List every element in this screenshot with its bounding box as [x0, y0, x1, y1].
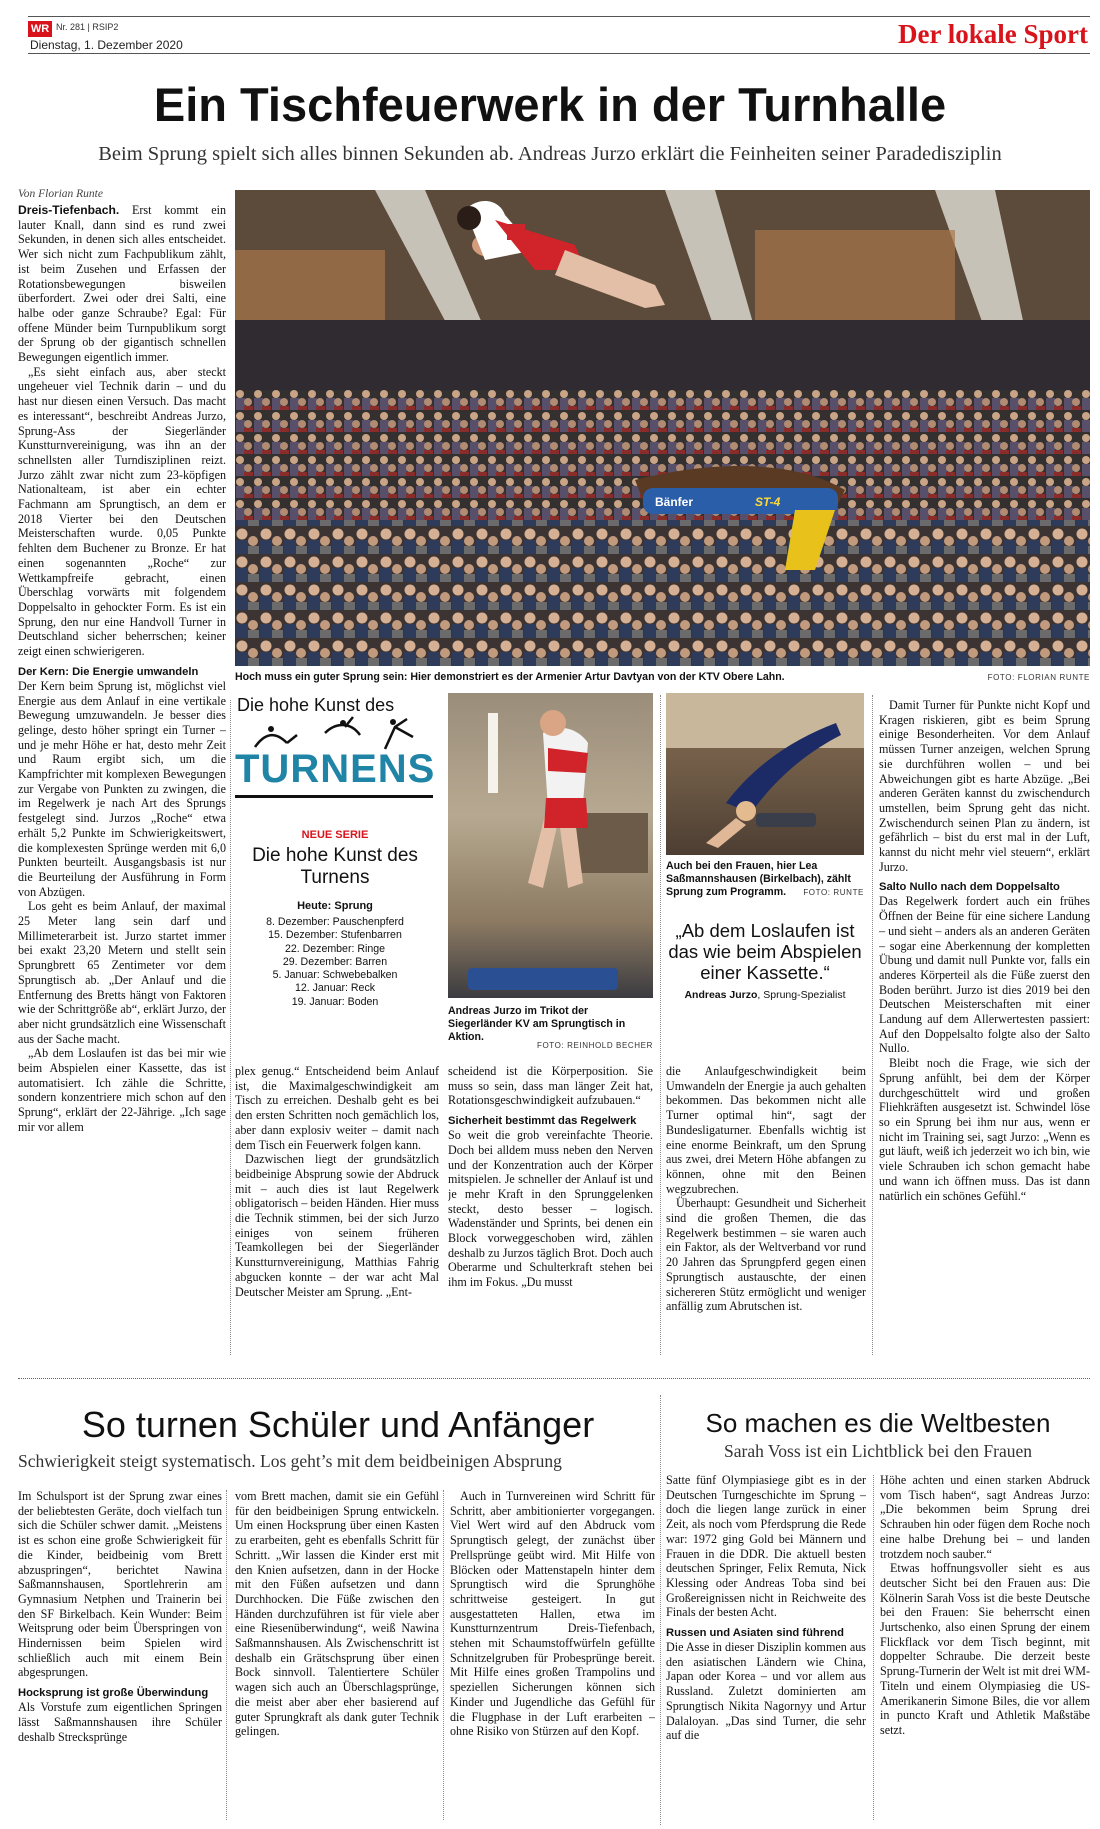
photo-jurzo-art: [448, 693, 653, 998]
pull-quote: [666, 920, 864, 1001]
quote-author-role: , Sprung-Spezialist: [757, 989, 846, 1001]
main-col-4: [666, 1064, 866, 1359]
column-rule: [226, 1490, 227, 1820]
paragraph: [18, 203, 226, 365]
dateline: Dreis-Tiefenbach.: [18, 203, 120, 217]
issue-date: Dienstag, 1. Dezember 2020: [30, 38, 183, 52]
paragraph: „Ab dem Loslaufen ist das bei mir wie beim Abspielen einer Kassette, das ist automatisiert. Ich zähle die Schritte, sondern konzentriere mich schon auf den Sprung“, erklärt der 22-Jährige. „Ich sage mir vor allem: [18, 1046, 226, 1134]
schedule-item: 19. Januar: Boden: [291, 995, 379, 1008]
main-headline: Ein Tischfeuerwerk in der Turnhalle: [153, 78, 947, 131]
subheading: Salto Nullo nach dem Doppelsalto: [879, 881, 1060, 894]
schedule-item: 29. Dezember: Barren: [282, 955, 388, 968]
subheading: Hocksprung ist große Überwindung: [18, 1687, 209, 1700]
paragraph: vom Brett machen, damit sie ein Gefühl für den beidbeinigen Sprung entwickeln. Um einen Hocksprung über einen Kasten zu erarbeiten, geht es ebenfalls Schritt für Schritt. „Wir lassen die Kinder erst mit den Knien aufsetzen, dann in der Hocke mit den Füßen aufsetzen und dann Durchhocken. Die Füße zwischen den Händen durchzuführen ist für viele aber eine Riesenüberwindung“, weiß Nawina Saßmannshausen. Als Zwischenschritt ist deshalb ein Grätschsprung über einen Bock sinnvoll. Talentiertere Schüler wagen sich auch an Überschlagsprünge, die meist aber aber eher basierend auf guter Sprungkraft als dank guter Technik gelingen.: [235, 1489, 439, 1739]
schedule-item: 15. Dezember: Stufenbarren: [268, 929, 402, 942]
paragraph: Damit Turner für Punkte nicht Kopf und Kragen riskieren, gibt es beim Sprung einige Besonderheiten. Vor dem Anlauf müssen Turner anzeigen, welchen Sprung sie durchführen wollen – und bei Abweichungen gibt es harte Abzüge. „Bei anderen Geräten kannst du zwischendurch umstellen, beim Sprung geht das nicht. Zwischendurch seinen Plan zu ändern, ist gefährlich – bist du erst mal in der Luft, kannst du nicht mehr viel steuern“, erklärt Jurzo.: [879, 698, 1090, 874]
main-col-1: [18, 203, 226, 1358]
column-rule: [443, 1490, 444, 1820]
main-photo-caption: Hoch muss ein guter Sprung sein: Hier demonstriert es der Armenier Artur Davtyan von der KTV Obere Lahn.: [235, 671, 785, 683]
paragraph: die Anlaufgeschwindigkeit beim Umwandeln der Energie ja auch gehalten bekommen. Das bekommen nicht alle Turner optimal hin“, sagt der Bundesligaturner. Ebenfalls wichtig ist eine enorme Beinkraft, um den Sprung aus zwei, drei Metern Höhe abfangen zu können, ohne mit den Beinen wegzubrechen.: [666, 1064, 866, 1196]
column-rule: [660, 695, 661, 1355]
quote-author-name: Andreas Jurzo: [684, 989, 758, 1001]
vault-model-label: ST-4: [755, 495, 781, 509]
paragraph: Überhaupt: Gesundheit und Sicherheit sind die großen Themen, die das Regelwerk bestimmen – sie waren auch ein Faktor, als der Weltverband vor rund 20 Jahren das Sprungpferd gegen einen Sprungtisch austauschte, der einen sichereren Stütz ermöglicht und weniger anfällig zum Abrutschen ist.: [666, 1196, 866, 1314]
main-col-5: [879, 698, 1090, 1358]
paragraph: Satte fünf Olympiasiege gibt es in der Deutschen Turngeschichte im Sprung – doch die liegen lange zurück in einer Zeit, als noch vom Pferdsprung die Rede war: 1972 ging Gold bei Männern und Frauen in die DDR. Die aktuell besten deutschen Springer, Felix Remuta, Nick Klessing oder Andreas Toba sind bei Großereignissen nicht in Reichweite des Finals der besten Acht.: [666, 1473, 866, 1620]
photo-lea-credit: FOTO: RUNTE: [803, 888, 864, 897]
paragraph: Etwas hoffnungsvoller sieht es aus deutscher Sicht bei den Frauen aus: Die Kölnerin Sarah Voss ist die beste Deutsche bei den Frauen: Sie beherrscht einen Jurtschenko, also einen Sprung der einem Flickflack vor dem Tisch beginnt, mit doppelter Schraube. Die derzeit beste Sprung-Turnerin der Welt ist mit drei WM-Titeln und einem Olympiasieg die US-Amerikanerin Simone Biles, die vor allem in puncto Kraft und Athletik Maßstäbe setzt.: [880, 1561, 1090, 1737]
story2-subhead: Schwierigkeit steigt systematisch. Los geht’s mit dem beidbeinigen Absprung: [18, 1451, 562, 1471]
subheading: Russen und Asiaten sind führend: [666, 1627, 844, 1640]
paragraph-text: Erst kommt ein lauter Knall, dann sind es rund zwei Sekunden, in denen sich alles entscheidet. Wer sich nicht zum Fachpublikum zählt, ist beim Zusehen und Erfassen der Rotationsbewegungen bisweilen überfordert. Zwei oder drei Salti, eine halbe oder ganze Schraube? Egal: Für offene Münder beim Turnpublikum sorgt der Sprung ob der gigantisch schnellen Bewegungen eigentlich immer.: [18, 203, 226, 365]
main-col-2: [235, 1064, 439, 1359]
photo-lea: [666, 693, 864, 855]
paragraph: plex genug.“ Entscheidend beim Anlauf ist, die Maximalgeschwindigkeit am Tisch zu erreichen. Deshalb geht es bei den ersten Schritten noch gemächlich los, aber dann explosiv weiter – damit nach dem Tisch ein Feuerwerk folgen kann.: [235, 1064, 439, 1152]
photo-jurzo-caption: Andreas Jurzo im Trikot der Siegerländer KV am Sprungtisch in Aktion.: [448, 1005, 626, 1043]
photo-jurzo-credit: FOTO: REINHOLD BECHER: [536, 1041, 653, 1050]
column-rule: [873, 1475, 874, 1820]
story2-col-1: [18, 1489, 222, 1829]
main-photo-credit: FOTO: FLORIAN RUNTE: [987, 673, 1090, 682]
subheading: Der Kern: Die Energie umwandeln: [18, 665, 199, 678]
schedule-item: 5. Januar: Schwebebalken: [272, 969, 398, 982]
series-box: [235, 695, 435, 1040]
main-photo-art: [235, 190, 1090, 666]
photo-lea-caption: Auch bei den Frauen, hier Lea Saßmannshausen (Birkelbach), zählt Sprung zum Programm.: [666, 860, 851, 898]
vault-brand-label: Bänfer: [655, 495, 694, 509]
top-rule: [28, 16, 1090, 17]
paragraph: Das Regelwerk fordert auch ein frühes Öffnen der Beine für eine sichere Landung – und sieht – anders als an anderen Geräten – sogar eine Aberkennung der kompletten Übung und damit null Punkte vor, falls ein anderes Körperteil als die Füße zuerst den Boden berührt. Jurzo ist dies 2019 bei den Deutschen Meisterschaften mit einer Landung auf dem Allerwertesten passiert: Auf den Doppelsalto folgte also der Salto Nullo.: [879, 894, 1090, 1056]
series-title-top: Die hohe Kunst des: [237, 695, 395, 715]
story2-col-3: [450, 1489, 655, 1829]
story3-col-2: [880, 1473, 1090, 1829]
paragraph: So weit die grob vereinfachte Theorie. Doch bei alldem muss neben den Nerven und der Konzentration auch der Körper mitspielen. Je schneller der Anlauf ist und je mehr Kraft in den Sprunggelenken steckt, desto besser – logisch. Wadenständer und Sprints, bei denen ein Block vorweggeschoben wird, zählen deshalb zu Jurzos täglich Brot. Doch auch Oberarme und Schulterkraft stehen bei ihm im Fokus. „Du musst: [448, 1128, 653, 1290]
issue-number: Nr. 281 | RSIP2: [56, 22, 119, 32]
paragraph: Die Asse in dieser Disziplin kommen aus den asiatischen Ländern wie China, Japan oder Korea – und vor allem aus Russland. Zuletzt dominierten am Sprungtisch Nikita Nagornyy und Artur Dalaloyan. „Das sind Turner, die sehr auf die: [666, 1640, 866, 1743]
paragraph: Im Schulsport ist der Sprung zwar eines der beliebtesten Geräte, doch vielfach tun sich die Schüler schwer damit. „Meistens ist es schon eine große Schwierigkeit für die Kinder, beidbeinig vom Brett abzuspringen“, berichtet Nawina Saßmannshausen, Sportlehrerin am Gymnasium Netphen und Trainerin bei den SF Birkelbach. Kein Wunder: Beim Weitsprung oder beim Überspringen von Hindernissen beim Spielen wird schließlich auch mit einem Bein abgesprungen.: [18, 1489, 222, 1680]
paragraph: Bleibt noch die Frage, wie sich der Sprung anfühlt, bei dem der Körper durchgeschüttelt wird und großen Fliehkräften ausgesetzt ist. Schwindel löse so ein Sprung bei ihm nur aus, wenn er nicht im Training sei, sagt Jurzo: „Wenn es gut läuft, weiß ich jederzeit wo ich bin, wie viele Schrauben ich schon gemacht habe und wann ich öffnen muss. Das ist dann natürlich ein schönes Gefühl.“: [879, 1056, 1090, 1203]
series-title-big: TURNENS: [235, 747, 436, 791]
series-schedule: [235, 916, 435, 1009]
series-label: NEUE SERIE: [301, 829, 369, 841]
series-today: Heute: Sprung: [297, 900, 373, 912]
section-title: Der lokale Sport: [898, 19, 1088, 49]
main-photo: [235, 190, 1090, 666]
schedule-item: 8. Dezember: Pauschenpferd: [266, 916, 404, 928]
paragraph: Dazwischen liegt der grundsätzlich beidbeinige Absprung sowie der Abdruck mit – auch dies ist laut Regelwerk obligatorisch – beiden Händen. Hier muss die Technik stimmen, bei der sich Jurzo einiges von seinem früheren Teamkollegen bei der Siegerländer Kunstturnvereinigung, Matthias Fahrig abgucken konnte – der war acht Mal Deutscher Meister am Sprung. „Ent-: [235, 1152, 439, 1299]
story2-col-2: [235, 1489, 439, 1829]
schedule-item: 22. Dezember: Ringe: [284, 942, 386, 955]
paragraph: Auch in Turnvereinen wird Schritt für Schritt, aber ambitionierter vorgegangen. Viel Wert wird auf den Abdruck vom Sprungtisch gelegt, der zunächst über Prellsprünge geübt wird. Mit Hilfe von Blöcken oder Mattenstapeln hinter dem Sprungtisch wird die Sprunghöhe schrittweise gesteigert. In gut ausgestatteten Hallen, etwa im Kunstturnzentrum Dreis-Tiefenbach, stehen mit Schaumstoffwürfeln gefüllte Schnitzelgruben für Probesprünge bereit. Mit Hilfe eines großen Trampolins und speziellen Sicherungen können sich Kinder und Jugendliche das Gefühl für die Flugphase in der Luft erarbeiten – ohne Risiko von Stürzen auf den Kopf.: [450, 1489, 655, 1739]
column-rule: [872, 695, 873, 1355]
photo-jurzo: [448, 693, 653, 998]
story3-col-1: [666, 1473, 866, 1829]
main-subhead: Beim Sprung spielt sich alles binnen Sekunden ab. Andreas Jurzo erklärt die Feinheiten seiner Paradedisziplin: [98, 143, 1002, 165]
series-name: [235, 845, 435, 889]
masthead-rule: [28, 53, 1090, 54]
series-name-text: Die hohe Kunst des Turnens: [252, 845, 418, 888]
paragraph: „Es sieht einfach aus, aber steckt ungeheuer viel Technik darin – und du hast nur diesen einen Versuch. Das macht es interessant“, beschreibt Andreas Jurzo, Sprung-Ass der Siegerländer Kunstturnvereinigung, was ihn an der schnellsten aller Turndisziplinen reizt. Jurzo zählt zwar nicht zum 23-köpfigen Nationalteam, ist aber ein echter Fachmann am Sprungtisch, an dem er 2018 Vierter bei den Deutschen Meisterschaften wurde. 0,05 Punkte fehlten dem Buchener zu Bronze. Er hat einen sogenannten „Roche“ zur Wettkampfreife gebracht, einen Überschlag vorwärts mit folgendem Doppelsalto in gehockter Form. Es ist ein Sprung, den nur eine Handvoll Turner in Deutschland sicher beherrschen; keiner zeigt einen schwierigeren.: [18, 364, 226, 659]
main-col-3: [448, 1064, 653, 1359]
paragraph: Der Kern beim Sprung ist, möglichst viel Energie aus dem Anlauf in eine vertikale Bewegung umzuwandeln. Je besser dies gelinge, desto höher springt ein Turner – und je mehr Höhe er hat, desto mehr Zeit und Raum ergibt sich, um die Kampfrichter mit komplexen Bewegungen zur Vergabe von Punkten zu zwingen, die im Regelwerk je nach Art des Sprungs festgelegt sind. Jurzos „Roche“ etwa erhält 5,2 Punkte im Schwierigkeitswert, die komplexesten Sprünge werden mit 6,0 Punkten beurteilt. Ausgangsbasis ist nur die Beurteilung der Ausführung in Form von Abzügen.: [18, 678, 226, 899]
subheading: Sicherheit bestimmt das Regelwerk: [448, 1115, 637, 1128]
series-title-rule: [235, 795, 433, 798]
paragraph: Höhe achten und einen starken Abdruck vom Tisch haben“, sagt Andreas Jurzo: „Die bekommen beim Sprung drei Schrauben hin oder fügen dem Roche noch eine halbe Drehung bei – und landen trotzdem noch sauber.“: [880, 1473, 1090, 1561]
story2-headline: So turnen Schüler und Anfänger: [81, 1404, 595, 1445]
masthead: [0, 0, 1100, 58]
photo-lea-art: [666, 693, 864, 855]
column-rule: [230, 700, 231, 1355]
logo: WR: [28, 21, 52, 37]
paragraph: Als Vorstufe zum eigentlichen Springen lässt Saßmannshausen ihre Schüler deshalb Strecksprünge: [18, 1700, 222, 1744]
pull-quote-text: „Ab dem Loslaufen ist das wie beim Abspielen einer Kassette.“: [668, 920, 862, 983]
schedule-item: 12. Januar: Reck: [294, 982, 376, 995]
story3-headline: So machen es die Weltbesten: [705, 1408, 1051, 1438]
byline: Von Florian Runte: [18, 188, 103, 200]
pull-quote-author: [666, 989, 864, 1001]
story3-subhead: Sarah Voss ist ein Lichtblick bei den Frauen: [724, 1441, 1032, 1461]
section-divider: [18, 1378, 1090, 1379]
paragraph: scheidend ist die Körperposition. Sie muss so sein, dass man länger Zeit hat, Rotationsgeschwindigkeit aufzubauen.“: [448, 1064, 653, 1108]
story-separator: [660, 1395, 661, 1825]
paragraph: Los geht es beim Anlauf, der maximal 25 Meter lang sein darf und Millimeterarbeit ist. Jurzo startet immer bei exakt 23,20 Metern und stellt sein Sprungbrett 65 Zentimeter vor dem Sprungtisch ab. „Der Anlauf und die Entfernung des Bretts hängt von Faktoren wie der Schrittgröße ab“, erklärt Jurzo, der aber nicht grundsätzlich eine Wissenschaft aus der Sache macht.: [18, 899, 226, 1046]
